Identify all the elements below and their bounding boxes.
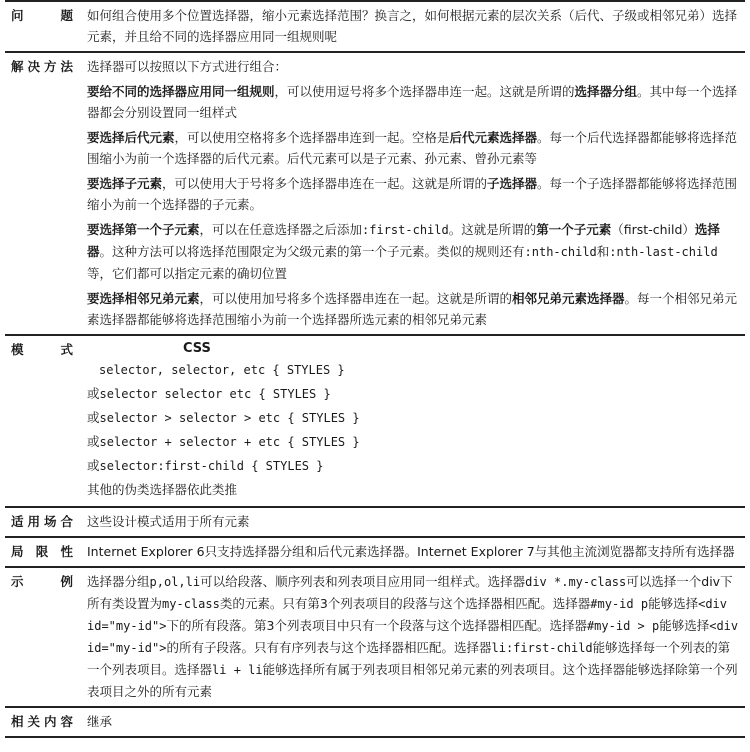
row-applicable (5, 507, 745, 537)
row-example (5, 567, 745, 707)
solution-descendant: 要选择后代元素，可以使用空格将多个选择器串连到一起。空格是后代元素选择器。每一个后代选择器都能够将选择范围缩小为前一个选择器的后代元素。后代元素可以是子元素、孙元素、曾孙元素等 (87, 130, 738, 166)
example-cell: 选择器分组p,ol,li可以给段落、顺序列表和列表项目应用同一组样式。选择器div *.my-class可以选择一个div下所有类设置为my-class类的元素。只有第3个列表项目的段落与这个选择器相匹配。选择器#my-id p能够选择<div id="my-id">下的所有段落。第3个列表项目中只有一个段落与这个选择器相匹配。选择器#my-id > p能够选择<div id="my-id">的所有子段落。只有有序列表与这个选择器相匹配。选择器li:first-child能够选择每一个列表的第一个列表项目。选择器li + li能够选择所有属于列表项目相邻兄弟元素的列表项目。这个选择器能够选择除第一个列表项目之外的所有元素 (87, 574, 739, 699)
pattern-css-heading: CSS (183, 341, 211, 356)
row-limitations (5, 537, 745, 567)
label-problem: 问 题 (11, 8, 73, 23)
code-grouping: selector, selector, etc { STYLES } (99, 363, 345, 377)
solution-grouping: 要给不同的选择器应用同一组规则，可以使用逗号将多个选择器串连一起。这就是所谓的选择器分组。其中每一个选择器都会分别设置同一组样式 (87, 84, 738, 120)
row-problem (5, 1, 745, 52)
label-limitations: 局 限 性 (11, 544, 73, 559)
limitations-text: Internet Explorer 6只支持选择器分组和后代元素选择器。Internet Explorer 7与其他主流浏览器都支持所有选择器 (87, 544, 735, 559)
pattern-note: 其他的伪类选择器依此类推 (87, 482, 238, 497)
applicable-text: 这些设计模式适用于所有元素 (87, 514, 250, 529)
solution-intro: 选择器可以按照以下方式进行组合： (87, 59, 288, 74)
solution-child: 要选择子元素，可以使用大于号将多个选择器串连在一起。这就是所谓的子选择器。每一个子选择器都能够将选择范围缩小为前一个选择器的子元素。 (87, 176, 738, 212)
row-pattern (5, 335, 745, 507)
row-related (5, 707, 745, 737)
solution-first-child: 要选择第一个子元素，可以在任意选择器之后添加:first-child。这就是所谓的第一个子元素（first-child）选择器。这种方法可以将选择范围限定为父级元素的第一个子元素。类似的规则还有:nth-child和:nth-last-child等，它们都可以指定元素的确切位置 (87, 222, 720, 281)
pattern-table (5, 0, 745, 738)
related-text: 继承 (87, 714, 113, 729)
problem-text: 如何组合使用多个位置选择器，缩小元素选择范围？换言之，如何根据元素的层次关系（后代、子级或相邻兄弟）选择元素，并且给不同的选择器应用同一组规则呢 (87, 8, 738, 44)
code-child: 或selector > selector > etc { STYLES } (87, 410, 360, 425)
code-first-child: 或selector:first-child { STYLES } (87, 458, 324, 473)
label-related: 相关内容 (11, 714, 73, 729)
label-applicable: 适用场合 (11, 514, 73, 529)
solution-cell (83, 52, 745, 335)
code-sibling: 或selector + selector + etc { STYLES } (87, 434, 360, 449)
code-descendant: 或selector selector etc { STYLES } (87, 386, 331, 401)
solution-sibling: 要选择相邻兄弟元素，可以使用加号将多个选择器串连在一起。这就是所谓的相邻兄弟元素选择器。每一个相邻兄弟元素选择器都能够将选择范围缩小为前一个选择器所选元素的相邻兄弟元素 (87, 291, 738, 327)
label-pattern: 模 式 (11, 342, 73, 357)
row-solution (5, 52, 745, 335)
pattern-cell (83, 335, 745, 507)
label-example: 示 例 (11, 574, 73, 589)
label-solution: 解决方法 (11, 59, 73, 74)
